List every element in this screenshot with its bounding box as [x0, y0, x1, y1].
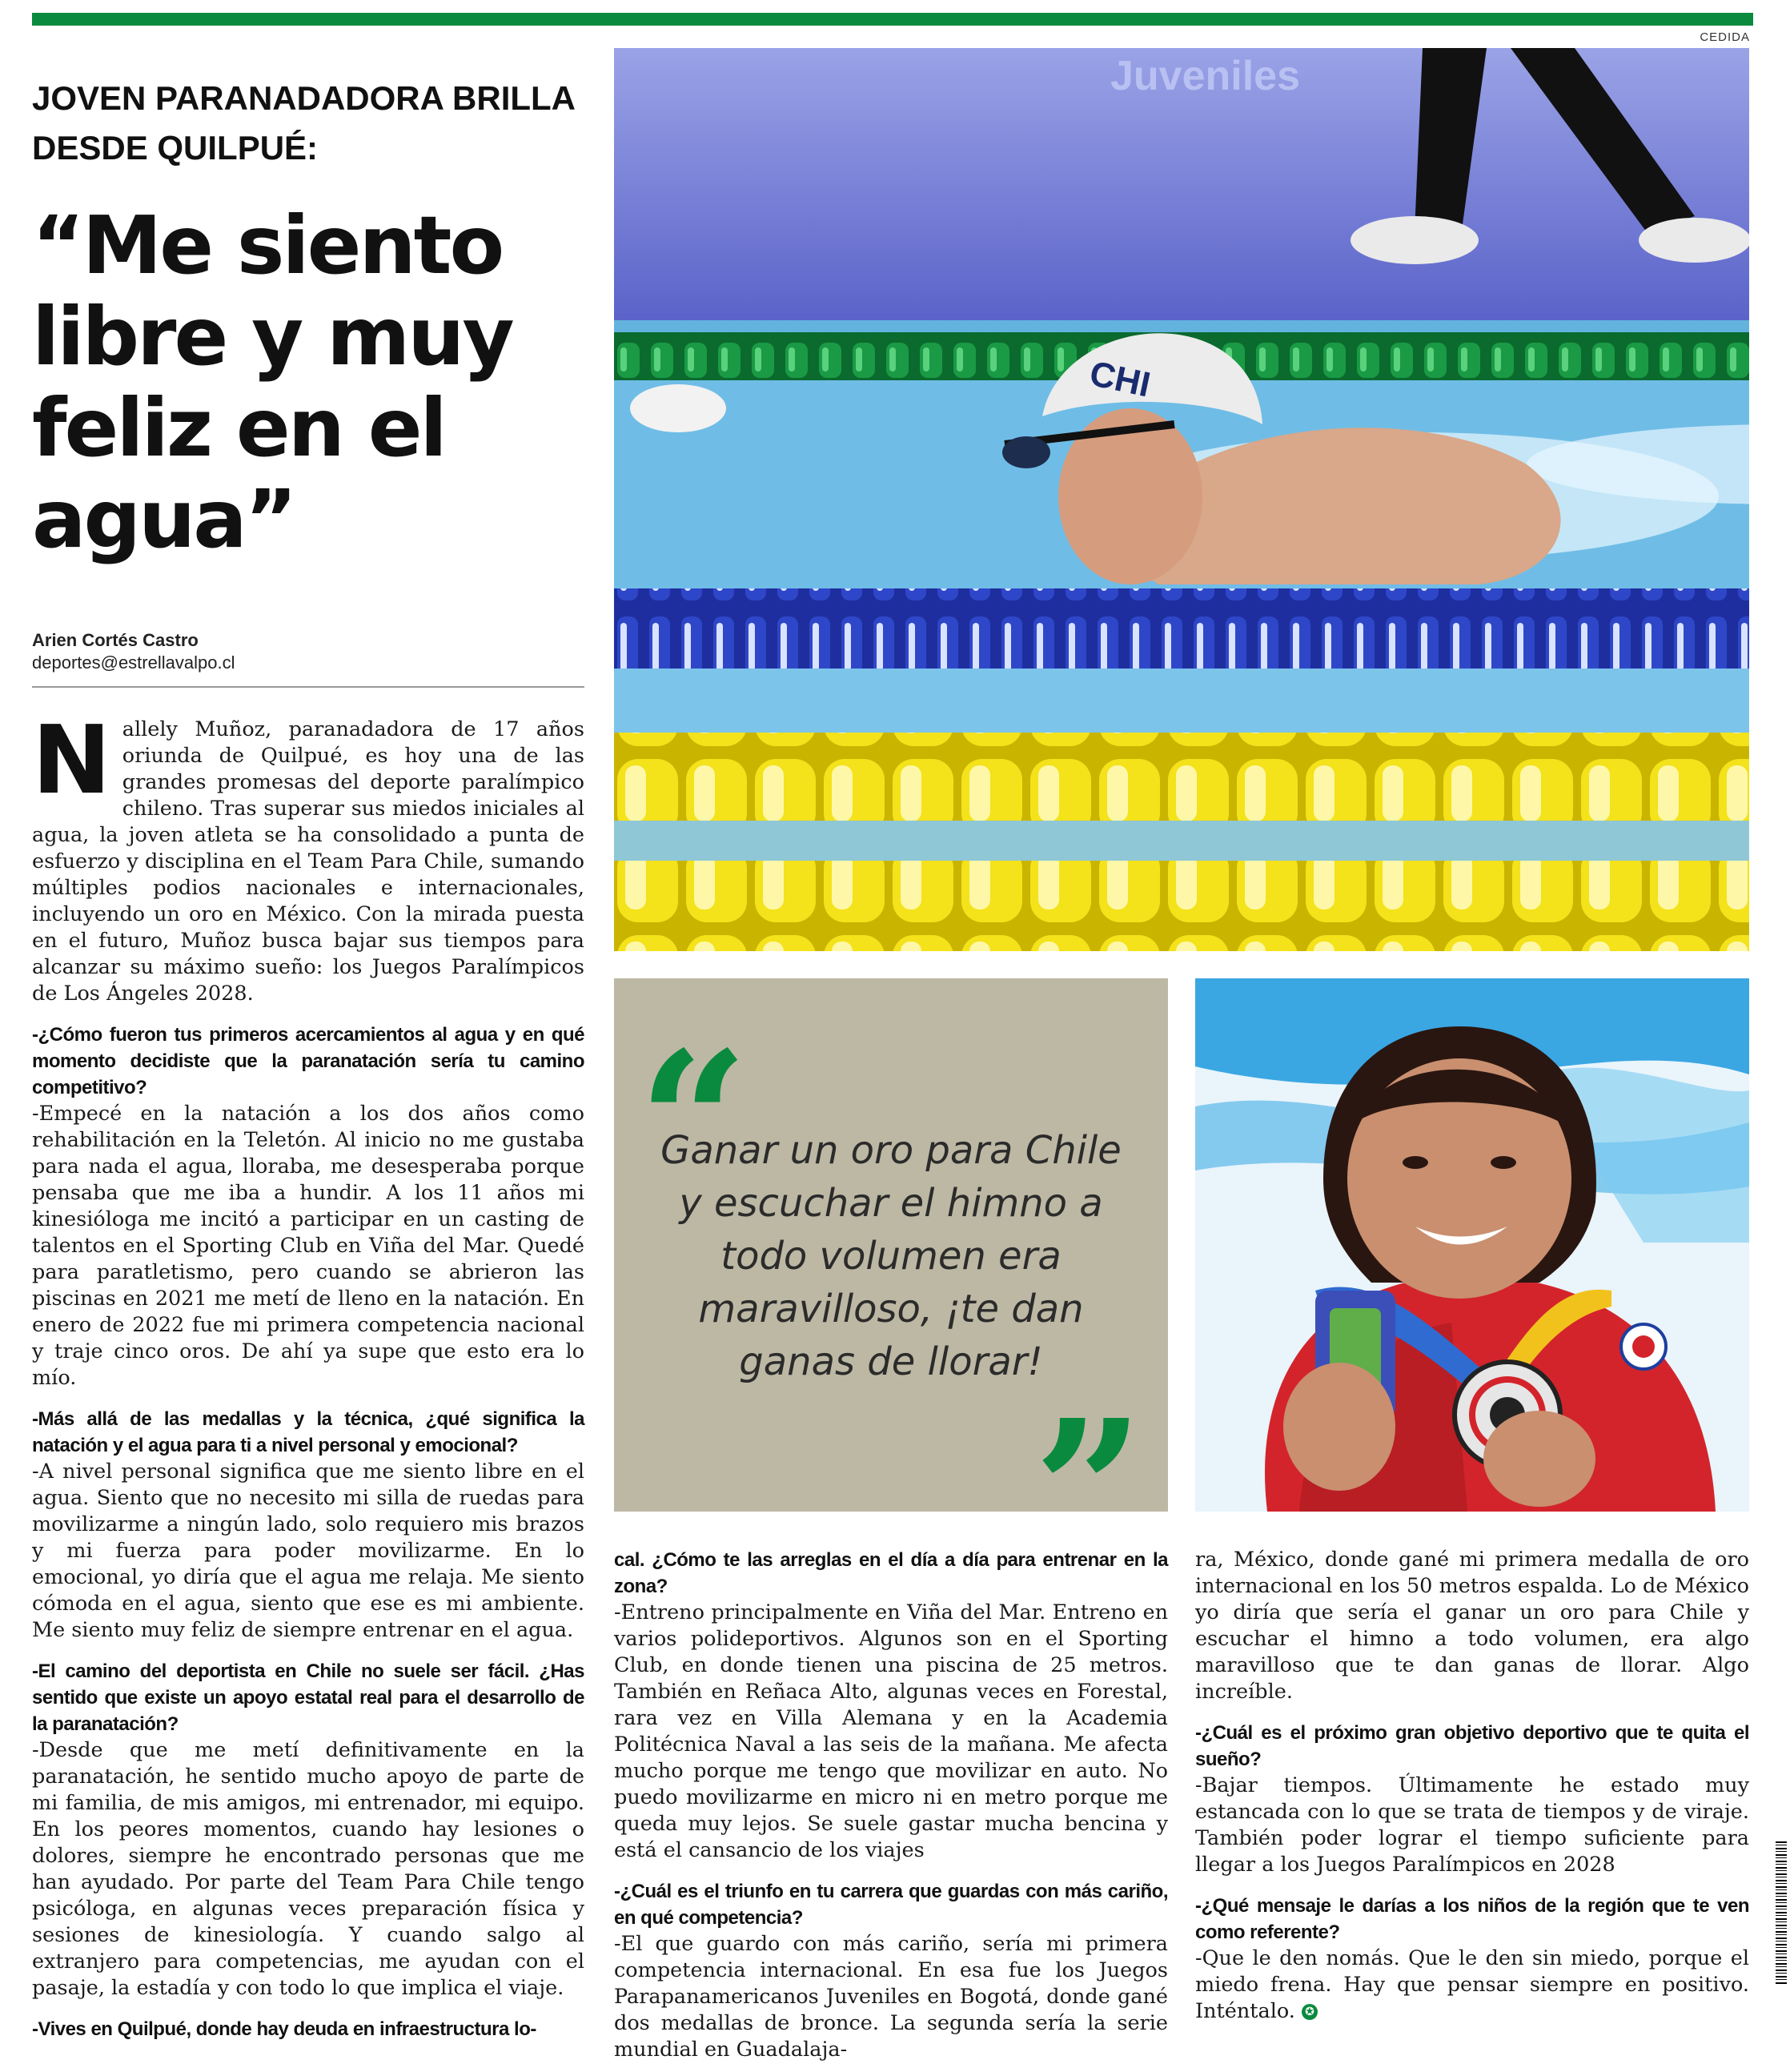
qa-block	[1195, 1547, 1749, 1705]
question: -¿Cuál es el triunfo en tu carrera que guardas con más cariño, en qué competencia?	[614, 1881, 1168, 1929]
byline	[32, 629, 235, 674]
open-quote-icon: “	[638, 1010, 749, 1235]
medal-photo	[1195, 978, 1749, 1512]
divider	[32, 686, 584, 688]
qa-block	[614, 1547, 1168, 1864]
column-3	[1195, 1547, 1749, 2039]
byline-author: Arien Cortés Castro	[32, 630, 199, 650]
answer: -El que guardo con más cariño, sería mi primera competencia internacional. En esa fue los Juegos Parapanamericanos Juveniles en Bogotá, donde gané dos medallas de bronce. La segunda sería la serie mundial en Guadalaja-	[614, 1932, 1168, 2062]
answer: -Empecé en la natación a los dos años como rehabilitación en la Teletón. Al inicio no me gustaba para nada el agua, lloraba, me desesperaba porque pensaba que me iba a hundir. A los 11 años mi kinesióloga me incitó a participar en un casting de talentos en el Sporting Club en Viña del Mar. Quedé para paratletismo, pero cuando se abrieron las piscinas en 2021 me metí de lleno en la natación. En enero de 2022 fue mi primera competencia nacional y traje cinco oros. De ahí ya supe que esto era lo mío.	[32, 1102, 584, 1390]
swimming-photo-illustration	[614, 48, 1749, 951]
banner-text: Juveniles	[1110, 53, 1301, 99]
question: -Más allá de las medallas y la técnica, ¿qué significa la natación y el agua para ti a nivel personal y emocional?	[32, 1408, 584, 1456]
qa-block	[32, 2016, 584, 2042]
question: cal. ¿Cómo te las arreglas en el día a día para entrenar en la zona?	[614, 1549, 1168, 1597]
qa-block	[614, 1878, 1168, 2063]
qa-block	[1195, 1720, 1749, 1878]
pull-quote-text: Ganar un oro para Chile y escuchar el himno a todo volumen era maravilloso, ¡te dan ganas de llorar!	[660, 1128, 1122, 1384]
lead-text: allely Muñoz, paranadadora de 17 años oriunda de Quilpué, es hoy una de las grandes promesas del deporte paralímpico chileno. Tras superar sus miedos iniciales al agua, la joven atleta se ha consolidado a punta de esfuerzo y disciplina en el Team Para Chile, sumando múltiples podios nacionales e internacionales, incluyendo un oro en México. Con la mirada puesta en el futuro, Muñoz busca bajar sus tiempos para alcanzar su máximo sueño: los Juegos Paralímpicos de Los Ángeles 2028.	[32, 717, 584, 1006]
photo-credit: CEDIDA	[1700, 30, 1750, 44]
answer: -A nivel personal significa que me siento libre en el agua. Siento que no necesito mi silla de ruedas para movilizarme a ningún lado, solo requiero mis brazos y mi fuerza para poder movilizarme. En lo emocional, yo diría que el agua me relaja. Me siento cómoda en el agua, siento que ese es mi ambiente. Me siento muy feliz de siempre entrenar en el agua.	[32, 1460, 584, 1642]
question: -¿Qué mensaje le darías a los niños de la región que te ven como referente?	[1195, 1895, 1749, 1943]
question: -Vives en Quilpué, donde hay deuda en infraestructura lo-	[32, 2018, 536, 2040]
question: -El camino del deportista en Chile no suele ser fácil. ¿Has sentido que existe un apoyo estatal real para el desarrollo de la paranatación?	[32, 1660, 584, 1735]
answer: -Entreno principalmente en Viña del Mar. Entreno en varios polideportivos. Algunos son en el Sporting Club, en donde tienen una piscina de 25 metros. También en Reñaca Alto, algunas veces en Forestal, rara vez en Villa Alemana y en la Academia Politécnica Naval a las seis de la mañana. Me afecta mucho porque me tengo que movilizar en auto. No puedo movilizarme en micro ni en metro porque me queda muy lejos. Se suele gastar mucha bencina y está el cansancio de los viajes	[614, 1600, 1168, 1862]
question: -¿Cómo fueron tus primeros acercamientos al agua y en qué momento decidiste que la paranatación sería tu camino competitivo?	[32, 1024, 584, 1098]
answer	[1195, 1946, 1749, 2025]
column-2	[614, 1547, 1168, 2072]
medal-photo-illustration	[1195, 978, 1749, 1512]
answer: -Bajar tiempos. Últimamente he estado muy estancada con lo que se trata de tiempos y de viraje. También poder lograr el tiempo suficiente para llegar a los Juegos Paralímpicos en 2028	[1195, 1773, 1749, 1877]
end-mark-icon: ✪	[1302, 2004, 1318, 2020]
swimming-photo	[614, 48, 1749, 951]
close-quote-icon: ”	[1033, 1378, 1144, 1604]
top-rule	[32, 13, 1753, 26]
qa-block	[32, 1022, 584, 1391]
qa-block	[32, 1406, 584, 1644]
answer: ra, México, donde gané mi primera medalla de oro internacional en los 50 metros espalda. Lo de México yo diría que sería el ganar un oro para Chile y escuchar el himno a todo volumen, era algo maravilloso que te dan ganas de llorar. Algo increíble.	[1195, 1548, 1749, 1704]
question: -¿Cuál es el próximo gran objetivo deportivo que te quita el sueño?	[1195, 1722, 1749, 1770]
page-title: “Me siento libre y muy feliz en el agua”	[32, 199, 512, 566]
kicker: JOVEN PARANADADORA BRILLA DESDE QUILPUÉ:	[32, 79, 575, 167]
answer-text: -Que le den nomás. Que le den sin miedo, porque el miedo frena. Hay que pensar siempre en positivo. Inténtalo.	[1195, 1946, 1749, 2023]
qa-block	[32, 1658, 584, 2002]
lead-paragraph	[32, 705, 584, 1007]
byline-email: deportes@estrellavalpo.cl	[32, 653, 235, 673]
cap-text: CHI	[1086, 353, 1154, 405]
qa-block	[1195, 1893, 1749, 2025]
column-1	[32, 705, 584, 2057]
answer: -Desde que me metí definitivamente en la paranatación, he sentido mucho apoyo de parte de mi familia, de mis amigos, mi entrenador, mi equipo. En los peores momentos, cuando hay lesiones o dolores, siempre he encontrado personas que me han ayudado. Por parte del Team Para Chile tengo psicóloga, en algunas veces preparación física y sesiones de kinesiología. Y cuando salgo al extranjero para competencias, me ayudan con el pasaje, la estadía y con todo lo que implica el viaje.	[32, 1738, 584, 2000]
drop-cap: N	[32, 705, 111, 815]
barcode	[1776, 1841, 1787, 1986]
